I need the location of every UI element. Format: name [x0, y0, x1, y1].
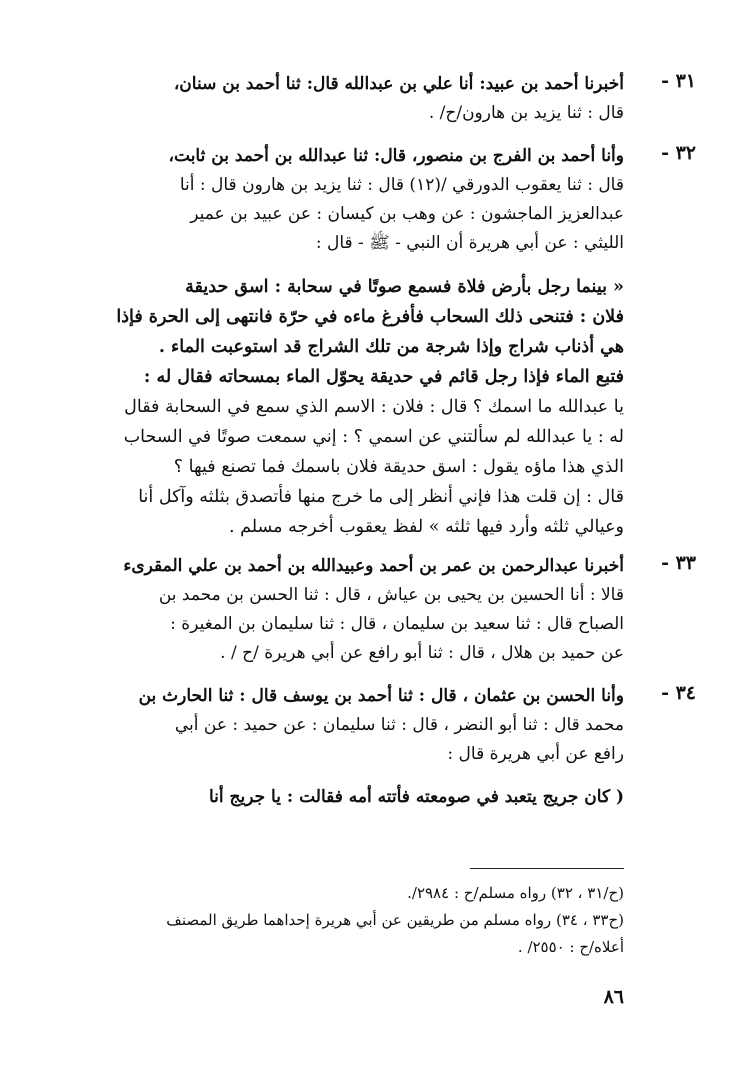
- text-line: عن حميد بن هلال ، قال : ثنا أبو رافع عن أبي هريرة /ح / .: [220, 643, 624, 663]
- matn-line: قال : إن قلت هذا فإني أنظر إلى ما خرج منها فأتصدق بثلثه وآكل أنا: [138, 487, 624, 507]
- text-line: الصباح قال : ثنا سعيد بن سليمان ، قال : ثنا سليمان بن المغيرة :: [170, 614, 624, 634]
- text-line: قال : ثنا يعقوب الدورقي /(١٢) قال : ثنا يزيد بن هارون قال : أنا: [179, 175, 624, 195]
- text-line: محمد قال : ثنا أبو النضر ، قال : ثنا سليمان : عن حميد : عن أبي: [174, 715, 624, 735]
- footnote-divider: [470, 868, 624, 869]
- text-line: رافع عن أبي هريرة قال :: [447, 744, 624, 764]
- footnote-line: (ح/٣١ ، ٣٢) رواه مسلم/ح : ٢٩٨٤/.: [407, 884, 624, 902]
- text-line: عبدالعزيز الماجشون : عن وهب بن كيسان : عن عبيد بن عمير: [190, 204, 624, 224]
- hadith-entry-32: [118, 142, 696, 258]
- text-line: وأنا الحسن بن عثمان ، قال : ثنا أحمد بن يوسف قال : ثنا الحارث بن: [138, 686, 624, 706]
- matn-line: فلان : فتنحى ذلك السحاب فأفرغ ماءه في حرّة فانتهى إلى الحرة فإذا: [116, 307, 624, 327]
- matn-line: هي أذناب شراج وإذا شرجة من تلك الشراج قد استوعبت الماء .: [158, 337, 624, 357]
- text-line: أخبرنا أحمد بن عبيد: أنا علي بن عبدالله قال: ثنا أحمد بن سنان،: [173, 74, 624, 94]
- matn-line: فتبع الماء فإذا رجل قائم في حديقة يحوّل الماء بمسحاته فقال له :: [143, 367, 624, 387]
- text-line: قال : ثنا يزيد بن هارون/ح/ .: [428, 103, 624, 123]
- hadith-entry-33: [118, 552, 696, 668]
- page-body: [116, 70, 696, 812]
- matn-line: يا عبدالله ما اسمك ؟ قال : فلان : الاسم الذي سمع في السحابة فقال: [124, 397, 624, 417]
- footnote-line: (ح٣٣ ، ٣٤) رواه مسلم من طريقين عن أبي هريرة إحداهما طريق المصنف: [166, 911, 624, 929]
- hadith-entry-31: [118, 70, 696, 128]
- text-line: أخبرنا عبدالرحمن بن عمر بن أحمد وعبيدالله بن أحمد بن علي المقرىء: [123, 556, 624, 576]
- entry-number: ٣٤ -: [661, 682, 696, 704]
- text-line: الليثي : عن أبي هريرة أن النبي - ﷺ - قال :: [315, 233, 624, 253]
- matn-line: وعيالي ثلثه وأرد فيها ثلثه » لفظ يعقوب أخرجه مسلم .: [228, 517, 624, 537]
- footnotes: [118, 880, 624, 961]
- hadith-entry-34: [118, 682, 696, 769]
- hadith-text: [118, 272, 624, 542]
- matn-line: « بينما رجل بأرض فلاة فسمع صوتًا في سحابة : اسق حديقة: [185, 277, 624, 297]
- entry-number: ٣٣ -: [661, 552, 696, 574]
- text-line: قالا : أنا الحسين بن يحيى بن عياش ، قال : ثنا الحسن بن محمد بن: [158, 585, 624, 605]
- matn-line: له : يا عبدالله لم سألتني عن اسمي ؟ : إني سمعت صوتًا في السحاب: [123, 427, 624, 447]
- text-line: وأنا أحمد بن الفرج بن منصور، قال: ثنا عبدالله بن أحمد بن ثابت،: [168, 146, 624, 166]
- page-number: ٨٦: [603, 986, 624, 1008]
- footnote-line: أعلاه/ح : ٢٥٥٠/ .: [517, 938, 624, 956]
- hadith-start-line: ( كان جريج يتعبد في صومعته فأتته أمه فقالت : يا جريج أنا: [208, 787, 624, 807]
- entry-number: ٣١ -: [661, 70, 696, 92]
- matn-line: الذي هذا ماؤه يقول : اسق حديقة فلان باسمك فما تصنع فيها ؟: [173, 457, 624, 477]
- entry-number: ٣٢ -: [661, 142, 696, 164]
